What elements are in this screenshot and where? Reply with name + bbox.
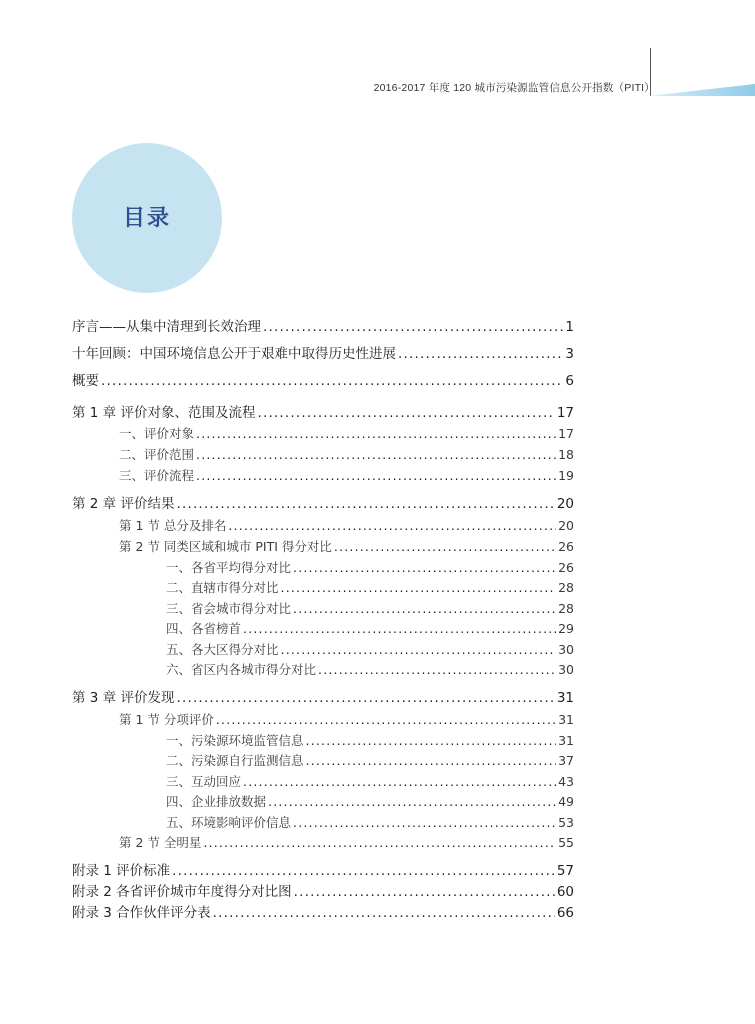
toc-entry[interactable]: 三、省会城市得分对比 ..... 28 — [166, 599, 574, 617]
page-title: 目录 — [122, 206, 171, 231]
toc-entry[interactable]: 第 1 节 分项评价 ..... 31 — [119, 710, 574, 728]
toc-entry[interactable]: 一、污染源环境监管信息 ..... 31 — [166, 731, 574, 749]
toc-entry[interactable]: 二、评价范围 ..... 18 — [119, 445, 574, 463]
toc-entry[interactable]: 附录 3 合作伙伴评分表 ..... 66 — [72, 901, 574, 921]
toc-entry[interactable]: 五、各大区得分对比 ..... 30 — [166, 640, 574, 658]
toc-entry[interactable]: 四、企业排放数据 ..... 49 — [166, 792, 574, 810]
header-decorative-band — [648, 82, 755, 96]
toc-entry[interactable]: 六、省区内各城市得分对比 ..... 30 — [166, 660, 574, 678]
toc-entry[interactable]: 第 1 章 评价对象、范围及流程 ..... 17 — [72, 401, 574, 421]
toc-entry[interactable]: 附录 1 评价标准 ..... 57 — [72, 859, 574, 879]
toc-entry[interactable]: 第 2 节 全明星 ..... 55 — [119, 833, 574, 851]
toc-entry[interactable]: 十年回顾：中国环境信息公开于艰难中取得历史性进展 ..... 3 — [72, 342, 574, 362]
toc-entry[interactable]: 四、各省榜首 ..... 29 — [166, 619, 574, 637]
toc-entry[interactable]: 一、各省平均得分对比 ..... 26 — [166, 558, 574, 576]
toc-entry[interactable]: 二、污染源自行监测信息 ..... 37 — [166, 751, 574, 769]
toc-entry[interactable]: 第 1 节 总分及排名 ..... 20 — [119, 516, 574, 534]
toc-entry[interactable]: 概要 ..... 6 — [72, 369, 574, 389]
toc-entry[interactable]: 五、环境影响评价信息 ..... 53 — [166, 813, 574, 831]
toc-entry[interactable]: 一、评价对象 ..... 17 — [119, 424, 574, 442]
running-header: 2016-2017 年度 120 城市污染源监管信息公开指数（PITI） — [373, 82, 655, 94]
toc-entry[interactable]: 二、直辖市得分对比 ..... 28 — [166, 578, 574, 596]
toc-entry[interactable]: 三、互动回应 ..... 43 — [166, 772, 574, 790]
toc-entry[interactable]: 序言——从集中清理到长效治理 ..... 1 — [72, 315, 574, 335]
title-circle — [72, 143, 222, 293]
toc-entry[interactable]: 附录 2 各省评价城市年度得分对比图 ..... 60 — [72, 880, 574, 900]
toc-entry[interactable]: 第 2 章 评价结果 ..... 20 — [72, 492, 574, 512]
toc-entry[interactable]: 三、评价流程 ..... 19 — [119, 466, 574, 484]
toc-entry[interactable]: 第 2 节 同类区域和城市 PITI 得分对比 ..... 26 — [119, 537, 574, 555]
toc-entry[interactable]: 第 3 章 评价发现 ..... 31 — [72, 686, 574, 706]
